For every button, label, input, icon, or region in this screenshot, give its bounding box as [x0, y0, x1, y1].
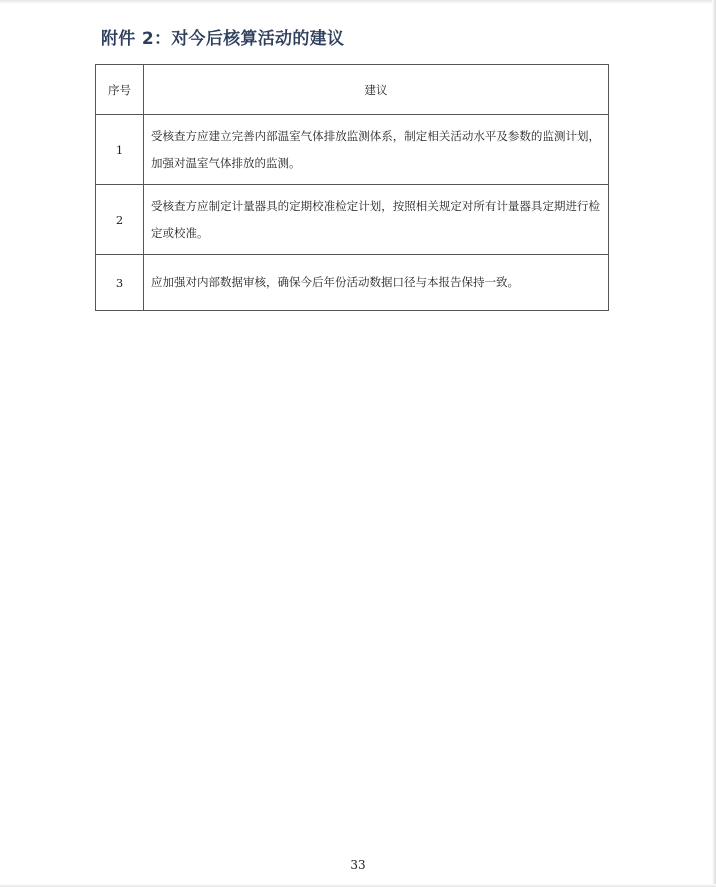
row-recommendation: 受核查方应建立完善内部温室气体排放监测体系，制定相关活动水平及参数的监测计划，加强对温室气体排放的监测。: [144, 115, 609, 185]
page-number: 33: [350, 858, 366, 872]
page-title: [101, 24, 344, 49]
table-row: [96, 255, 609, 311]
title-prefix: 附件 2：: [101, 29, 172, 49]
header-recommendation: 建议: [144, 65, 609, 115]
table-header-row: [96, 65, 609, 115]
recommendation-table: [95, 64, 609, 311]
row-recommendation: 应加强对内部数据审核，确保今后年份活动数据口径与本报告保持一致。: [144, 255, 609, 311]
table-row: [96, 185, 609, 255]
page-edge-top: [0, 0, 716, 4]
row-index: 2: [96, 185, 144, 255]
page-edge-right: [712, 0, 716, 887]
table-row: [96, 115, 609, 185]
row-index: 1: [96, 115, 144, 185]
row-index: 3: [96, 255, 144, 311]
title-text: 对今后核算活动的建议: [171, 29, 345, 49]
header-index: 序号: [96, 65, 144, 115]
row-recommendation: 受核查方应制定计量器具的定期校准检定计划，按照相关规定对所有计量器具定期进行检定或校准。: [144, 185, 609, 255]
